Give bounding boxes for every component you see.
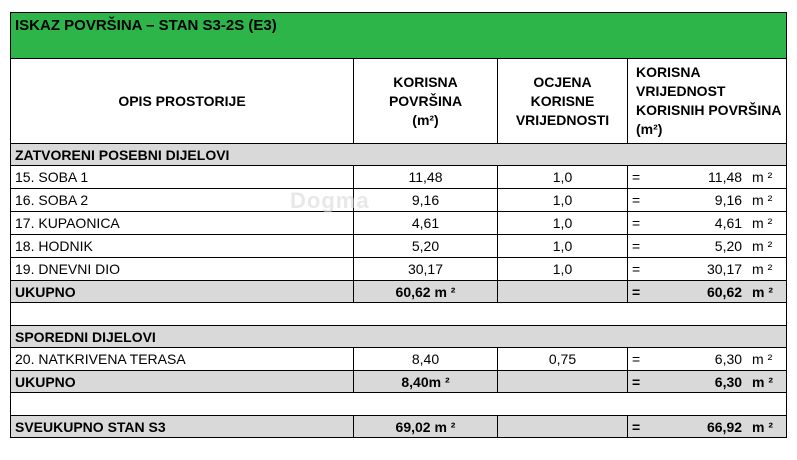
header-vrijednost: KORISNA VRIJEDNOST KORISNIH POVRŠINA (m²) [628, 59, 787, 144]
table-row [11, 258, 787, 281]
room-value-number: 9,16 [714, 192, 743, 208]
room-area: 4,61 [354, 212, 498, 235]
room-value-number: 5,20 [714, 238, 743, 254]
total-value [628, 281, 787, 303]
section1-body [11, 166, 787, 281]
section2-total-row [11, 371, 787, 393]
room-coef: 0,75 [498, 348, 628, 371]
room-value-number: 6,30 [714, 351, 743, 367]
room-area: 8,40 [354, 348, 498, 371]
room-coef: 1,0 [498, 166, 628, 189]
room-name: 16. SOBA 2 [11, 189, 354, 212]
unit: m ² [752, 192, 773, 208]
table-title: ISKAZ POVRŠINA – STAN S3-2S (E3) [11, 13, 787, 59]
table-row [11, 212, 787, 235]
unit: m ² [752, 283, 774, 300]
room-coef: 1,0 [498, 235, 628, 258]
unit: m ² [752, 418, 774, 435]
unit: m ² [752, 351, 773, 367]
room-value [628, 348, 787, 371]
grand-label: SVEUKUPNO STAN S3 [11, 416, 354, 438]
room-coef: 1,0 [498, 258, 628, 281]
title-row [11, 13, 787, 59]
table-row [11, 348, 787, 371]
room-name: 17. KUPAONICA [11, 212, 354, 235]
room-coef: 1,0 [498, 212, 628, 235]
grand-coef [498, 416, 628, 438]
grand-area: 69,02 m ² [354, 416, 498, 438]
unit: m ² [752, 238, 773, 254]
section2-title: SPOREDNI DIJELOVI [11, 326, 787, 348]
total-coef [498, 281, 628, 303]
eq-sign: = [632, 169, 641, 185]
unit: m ² [752, 215, 773, 231]
table-row [11, 166, 787, 189]
eq-sign: = [632, 261, 641, 277]
area-table-sheet [10, 12, 786, 438]
grand-value [628, 416, 787, 438]
room-area: 9,16 [354, 189, 498, 212]
eq-sign: = [632, 351, 641, 367]
total-area: 60,62 m ² [354, 281, 498, 303]
header-korisna [354, 59, 498, 144]
unit: m ² [752, 373, 774, 390]
area-table [10, 12, 787, 438]
room-value [628, 212, 787, 235]
section2-body [11, 348, 787, 371]
table-row [11, 235, 787, 258]
header-row [11, 59, 787, 144]
room-value [628, 189, 787, 212]
total-area: 8,40m ² [354, 371, 498, 393]
header-ocjena: OCJENA KORISNE VRIJEDNOSTI [498, 59, 628, 144]
section1-row [11, 144, 787, 166]
header-opis: OPIS PROSTORIJE [11, 59, 354, 144]
grand-total-row [11, 416, 787, 438]
room-value-number: 11,48 [708, 169, 743, 185]
section1-title: ZATVORENI POSEBNI DIJELOVI [11, 144, 787, 166]
eq-sign: = [632, 238, 641, 254]
total-coef [498, 371, 628, 393]
room-name: 15. SOBA 1 [11, 166, 354, 189]
room-value [628, 258, 787, 281]
room-area: 11,48 [354, 166, 498, 189]
total-value-number: 6,30 [714, 373, 743, 390]
room-name: 20. NATKRIVENA TERASA [11, 348, 354, 371]
eq-sign: = [632, 215, 641, 231]
room-value-number: 4,61 [714, 215, 743, 231]
unit: m ² [752, 261, 773, 277]
eq-sign: = [632, 192, 641, 208]
total-value [628, 371, 787, 393]
room-area: 30,17 [354, 258, 498, 281]
room-value [628, 166, 787, 189]
room-name: 18. HODNIK [11, 235, 354, 258]
room-value [628, 235, 787, 258]
eq-sign: = [632, 373, 641, 390]
section2-row [11, 326, 787, 348]
total-label: UKUPNO [11, 281, 354, 303]
eq-sign: = [632, 418, 641, 435]
eq-sign: = [632, 283, 641, 300]
grand-value-number: 66,92 [706, 418, 743, 435]
table-row [11, 189, 787, 212]
room-value-number: 30,17 [706, 261, 743, 277]
header-korisna-unit: (m²) [412, 111, 439, 128]
section1-total-row [11, 281, 787, 303]
room-name: 19. DNEVNI DIO [11, 258, 354, 281]
unit: m ² [752, 169, 773, 185]
watermark-logo: Dogma [290, 188, 370, 213]
total-label: UKUPNO [11, 371, 354, 393]
room-coef: 1,0 [498, 189, 628, 212]
blank-row [11, 393, 787, 416]
blank-row [11, 303, 787, 326]
room-area: 5,20 [354, 235, 498, 258]
total-value-number: 60,62 [706, 283, 743, 300]
header-korisna-label: KORISNA POVRŠINA [388, 73, 463, 109]
